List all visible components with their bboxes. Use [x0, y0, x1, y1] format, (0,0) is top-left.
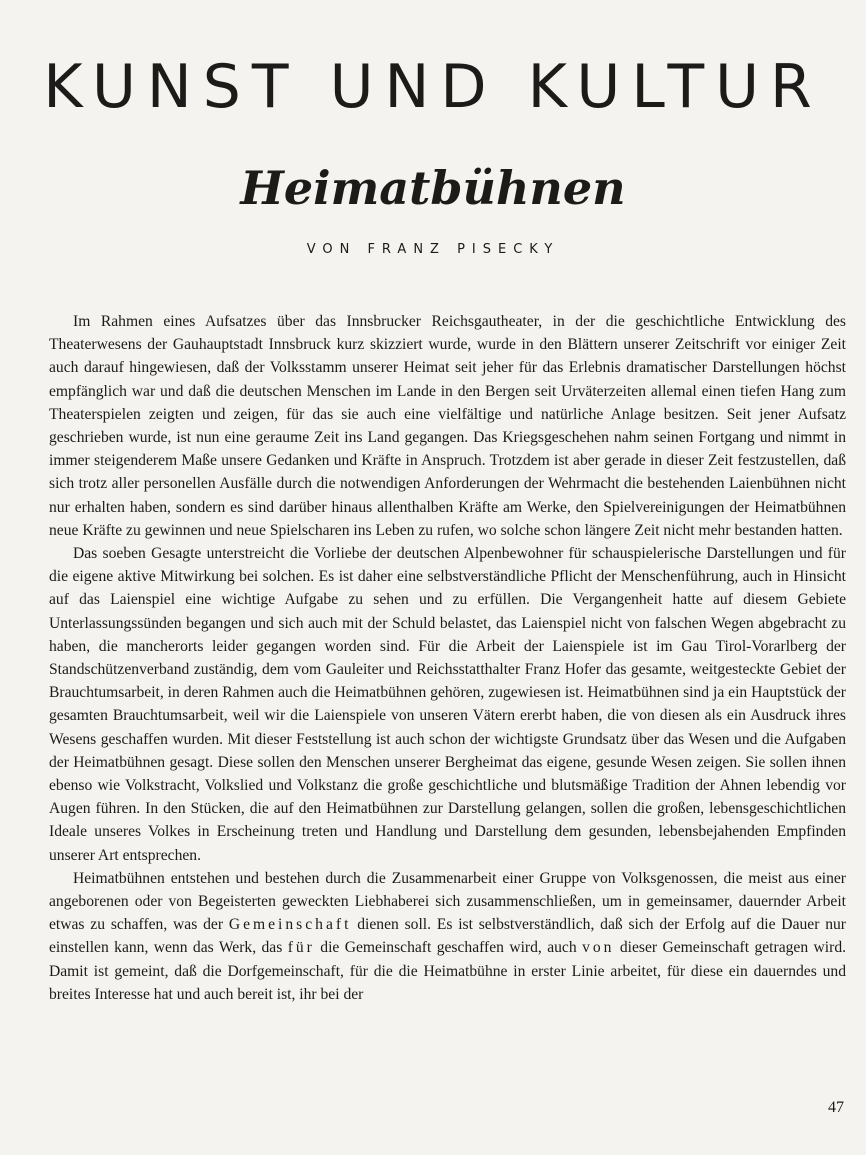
paragraph-3-text-d: dieser Gemeinschaft getragen wird. Damit ist gemeint, daß die Dorfgemeinschaft, für die die Heimatbühne in erster Linie arbeitet, für diese ein dauerndes und breites Interesse hat und auch bereit ist, ihr bei der [49, 939, 847, 1003]
paragraph-3-text-c: die Gemeinschaft geschaffen wird, auch [314, 939, 583, 957]
paragraph-2: Das soeben Gesagte unterstreicht die Vorliebe der deutschen Alpenbewohner für schauspielerische Darstellungen und für die eigene aktive Mitwirkung bei solchen. Es ist daher eine selbstverständliche Pflicht der Menschenführung, auch in Hinsicht auf das Laienspiel eine wichtige Aufgabe zu sehen und zu erfüllen. Die Vergangenheit hatte auf diesem Gebiete Unterlassungssünden begangen und sich auch mit der Schuld belastet, das Laienspiel nicht von falschen Wegen abgebracht zu haben, die mancherorts leider gegangen worden sind. Für die Arbeit der Laienspiele ist im Gau Tirol-Vorarlberg der Standschützenverband zuständig, dem vom Gauleiter und Reichsstatthalter Franz Hofer das gesamte, weitgesteckte Gebiet der Brauchtumsarbeit, in deren Rahmen auch die Heimatbühnen gehören, zugewiesen ist. Heimatbühnen sind ja ein Hauptstück der gesamten Brauchtumsarbeit, weil wir die Laienspiele von unseren Vätern ererbt haben, die von diesen als ein Ausdruck ihres Wesens geschaffen wurden. Mit dieser Feststellung ist auch schon der wichtigste Grundsatz über das Wesen und die Aufgaben der Heimatbühnen gesagt. Diese sollen den Menschen unserer Bergheimat das eigene, gesunde Wesen zeigen. Sie sollen ihnen ebenso wie Volkstracht, Volkslied und Volkstanz die große geschichtliche und blutsmäßige Tradition der Ahnen lebendig vor Augen führen. In den Stücken, die auf den Heimatbühnen zur Darstellung gelangen, sollen die großen, lebensgeschichtlichen Ideale unseres Volkes in Erscheinung treten und Handlung und Darstellung dem gesunden, lebensbejahenden Empfinden unserer Art entsprechen. [49, 545, 846, 864]
page-number: 47 [828, 1099, 844, 1116]
article-body [49, 310, 846, 1006]
paragraph-3-text-a: Heimatbühnen entstehen und bestehen durch die Zusammenarbeit einer Gruppe von Volksgenossen, die meist aus einer angeborenen oder von Begeisterten geweckten Liebhaberei sich zusammenschließen, um in gemeinsamer, dauernder Arbeit etwas zu schaffen, was der [49, 869, 846, 934]
article-title: Heimatbühnen [240, 161, 626, 215]
author-byline: VON FRANZ PISECKY [306, 242, 560, 257]
paragraph-3-text-b: dienen soll. Es ist selbstverständlich, daß sich der Erfolg auf die Dauer nur einstellen kann, wenn das Werk, das [49, 916, 846, 957]
emphasis-von: von [582, 939, 615, 957]
paragraph-1: Im Rahmen eines Aufsatzes über das Innsbrucker Reichsgautheater, in der die geschichtliche Entwicklung des Theaterwesens der Gauhauptstadt Innsbruck kurz skizziert wurde, wurde in den Blättern unserer Zeitschrift vor einiger Zeit auch darauf hingewiesen, daß der Volksstamm unserer Heimat seit jeher für das Erlebnis dramatischer Darstellungen höchst empfänglich war und daß die deutschen Menschen im Lande in den Bergen seit Urväterzeiten allemal einen tiefen Hang zum Theaterspielen zeigten und zeigen, für das sie auch eine vielfältige und natürliche Anlage besitzen. Seit jener Aufsatz geschrieben wurde, ist nun eine geraume Zeit ins Land gegangen. Das Kriegsgeschehen nahm seinen Fortgang und nimmt in immer steigenderem Maße unsere Gedanken und Kräfte in Anspruch. Trotzdem ist aber gerade in dieser Zeit festzustellen, daß sich trotz aller personellen Ausfälle durch die notwendigen Anforderungen der Wehrmacht die bestehenden Laienbühnen nicht nur erhalten haben, sondern es sind darüber hinaus allenthalben Kräfte am Werke, den Spielvereinigungen der Heimatbühnen neue Kräfte zu gewinnen und neue Spielscharen ins Leben zu rufen, wo solche schon längere Zeit nicht mehr bestanden hatten. [49, 313, 846, 539]
section-title: KUNST UND KULTUR [43, 52, 823, 122]
paragraph-3 [49, 867, 846, 1006]
emphasis-fuer: für [287, 939, 315, 957]
emphasis-gemeinschaft: Gemeinschaft [228, 916, 352, 934]
